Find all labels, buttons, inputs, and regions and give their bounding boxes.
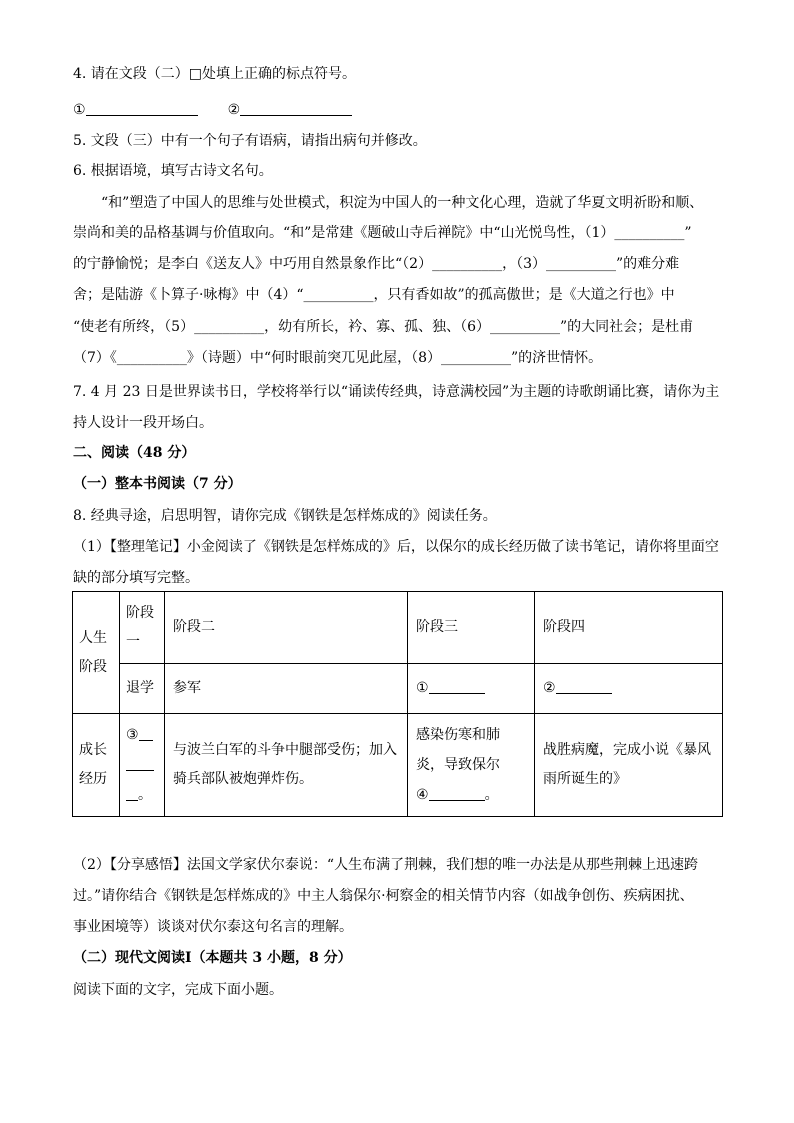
stage1-event: 退学: [120, 664, 165, 714]
stage2-header: 阶段二: [165, 592, 408, 664]
growth4-text: 战胜病魔，完成小说《暴风雨所诞生的》: [535, 714, 723, 817]
q5-text: 5. 文段（三）中有一个句子有语病，请指出病句并修改。: [73, 133, 427, 149]
q8-sub2-line2: 过。”请你结合《钢铁是怎样炼成的》中主人翁保尔·柯察金的相关情节内容（如战争创伤、疾病困扰、: [73, 888, 694, 904]
growth3-blank[interactable]: [429, 786, 485, 801]
q6-text: 6. 根据语境，填写古诗文名句。: [73, 163, 273, 179]
reading-notes-table: [72, 591, 723, 817]
stage3-header: 阶段三: [408, 592, 535, 664]
growth1-blank[interactable]: [139, 726, 153, 741]
growth1-blank[interactable]: [126, 786, 138, 801]
q4-blank2-label: ②: [227, 102, 241, 118]
q6-passage-line: “使老有所终，（5）__________，幼有所长，衿、寡、孤、独、（6）__________”的大同社会；是杜甫: [73, 319, 694, 335]
table-row: [73, 714, 723, 817]
q6-passage-line: 崇尚和美的品格基调与价值取向。“和”是常建《题破山寺后禅院》中“山光悦鸟性，（1）__________”: [73, 225, 692, 241]
stage4-event-blank[interactable]: [556, 679, 612, 694]
growth1-cell: [120, 714, 165, 817]
row-header-stage: 人生阶段: [73, 592, 120, 714]
stage4-event-cell: [535, 664, 723, 714]
stage1-header: 阶段一: [120, 592, 165, 664]
stage3-event-cell: [408, 664, 535, 714]
q8-text: 8. 经典寻途，启思明智，请你完成《钢铁是怎样炼成的》阅读任务。: [73, 508, 497, 524]
growth1-blank[interactable]: [126, 756, 154, 771]
stage4-header: 阶段四: [535, 592, 723, 664]
part-2-title: （二）现代文阅读Ⅰ（本题共 3 小题，8 分）: [73, 950, 352, 966]
section-2-title: 二、阅读（48 分）: [73, 445, 196, 461]
part-1-title: （一）整本书阅读（7 分）: [73, 476, 242, 492]
blank-label: ①: [416, 680, 429, 696]
q7-text-line1: 7. 4 月 23 日是世界读书日，学校将举行以“诵读传经典，诗意满校园”为主题的诗歌朗诵比赛，请你为主: [73, 384, 720, 400]
blank-label: ③: [126, 727, 139, 743]
blank-label: ②: [543, 680, 556, 696]
growth2-text: 与波兰白军的斗争中腿部受伤；加入骑兵部队被炮弹炸伤。: [165, 714, 408, 817]
table-row: [73, 592, 723, 664]
q6-passage-line: 的宁静愉悦；是李白《送友人》中巧用自然景象作比“（2）__________，（3）__________”的难分难: [73, 256, 680, 272]
row-header-growth: 成长经历: [73, 714, 120, 817]
q8-sub2-line1: （2）【分享感悟】法国文学家伏尔泰说：“人生布满了荆棘，我们想的唯一办法是从那些荆棘上迅速跨: [73, 857, 699, 873]
stage3-event-blank[interactable]: [429, 679, 485, 694]
table-row: [73, 664, 723, 714]
blank-label: ④: [416, 787, 429, 803]
q4-blank2[interactable]: [240, 101, 352, 116]
q4-blank1-label: ①: [73, 102, 86, 118]
q4-blank1[interactable]: [86, 101, 198, 116]
growth1-end: 。: [138, 787, 152, 803]
q8-sub2-line3: 事业困境等）谈谈对伏尔泰这句名言的理解。: [73, 919, 353, 935]
q7-text-line2: 持人设计一段开场白。: [73, 415, 213, 431]
part-2-intro: 阅读下面的文字，完成下面小题。: [73, 982, 283, 998]
stage2-event: 参军: [165, 664, 408, 714]
growth3-text: 感染伤寒和肺炎，导致保尔: [416, 727, 500, 773]
q4-answer-blanks: [73, 101, 352, 117]
growth3-end: 。: [484, 787, 499, 803]
growth3-cell: [408, 714, 535, 817]
q6-passage-line: （7）《__________》（诗题）中“何时眼前突兀见此屋，（8）__________”的济世情怀。: [73, 350, 603, 366]
q4-text: 4. 请在文段（二）□处填上正确的标点符号。: [73, 66, 357, 82]
q8-sub1-line1: （1）【整理笔记】小金阅读了《钢铁是怎样炼成的》后，以保尔的成长经历做了读书笔记，请你将里面空: [73, 539, 719, 555]
q8-sub1-line2: 缺的部分填写完整。: [73, 570, 199, 586]
q6-passage-line: “和”塑造了中国人的思维与处世模式，积淀为中国人的一种文化心理，造就了华夏文明祈盼和顺、: [101, 195, 704, 211]
q6-passage-line: 舍；是陆游《卜算子·咏梅》中（4）“__________，只有香如故”的孤高傲世；是《大道之行也》中: [73, 287, 675, 303]
